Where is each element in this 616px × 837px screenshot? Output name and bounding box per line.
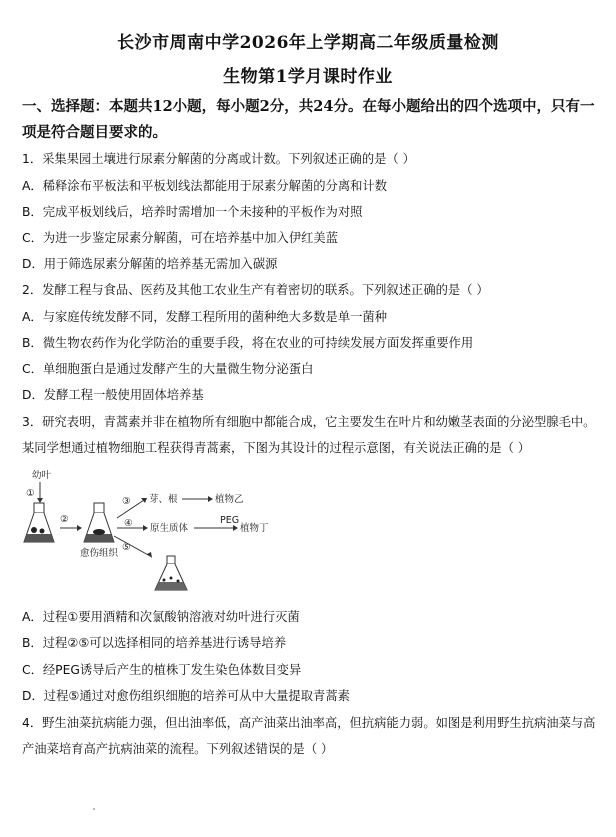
plant-b-label: 植物乙 — [215, 494, 244, 505]
q1-option-c: C．为进一步鉴定尿素分解菌，可在培养基中加入伊红美蓝 — [22, 231, 339, 245]
step1-arrowhead — [37, 498, 43, 503]
flask-1 — [24, 503, 54, 542]
exam-title: 长沙市周南中学2026年上学期高二年级质量检测 — [117, 33, 499, 53]
q2-option-b: B．微生物农药作为化学防治的重要手段，将在农业的可持续发展方面发挥重要作用 — [22, 336, 474, 350]
section-instruction-line1: 一、选择题：本题共12小题，每小题2分，共24分。在每小题给出的四个选项中，只有一 — [22, 98, 595, 115]
q3-option-a: A．过程①要用酒精和次氯酸钠溶液对幼叶进行灭菌 — [22, 610, 300, 624]
step2-arrowhead — [77, 525, 82, 531]
tissue-culture-diagram — [22, 470, 322, 592]
q1-option-a: A．稀释涂布平板法和平板划线法都能用于尿素分解菌的分离和计数 — [22, 179, 388, 193]
step4-arrowhead — [143, 525, 148, 531]
q1-stem: 1．采集果园土壤进行尿素分解菌的分离或计数。下列叙述正确的是（ ） — [22, 152, 415, 166]
protoplast-label: 原生质体 — [150, 523, 189, 534]
q3-option-b: B．过程②⑤可以选择相同的培养基进行诱导培养 — [22, 636, 287, 650]
exam-subtitle: 生物第1学月课时作业 — [223, 67, 393, 87]
peg-label: PEG — [220, 515, 240, 526]
q3-stem-line2: 某同学想通过植物细胞工程获得青蒿素，下图为其设计的过程示意图，有关说法正确的是（ ） — [22, 441, 531, 455]
q3-option-d: D．过程⑤通过对愈伤组织细胞的培养可从中大量提取青蒿素 — [22, 689, 350, 703]
q2-stem: 2．发酵工程与食品、医药及其他工农业生产有着密切的联系。下列叙述正确的是（ ） — [22, 283, 489, 297]
step4-label: ④ — [124, 518, 133, 529]
q2-option-c: C．单细胞蛋白是通过发酵产生的大量微生物分泌蛋白 — [22, 362, 314, 376]
bud-to-plant-arrowhead — [208, 496, 213, 502]
callus-label: 愈伤组织 — [80, 548, 119, 559]
scan-speck — [93, 808, 95, 810]
step1-label: ① — [26, 488, 35, 499]
q1-option-b: B．完成平板划线后，培养时需增加一个未接种的平板作为对照 — [22, 205, 363, 219]
plant-d-label: 植物丁 — [240, 523, 269, 534]
q1-option-d: D．用于筛选尿素分解菌的培养基无需加入碳源 — [22, 257, 278, 271]
q2-option-a: A．与家庭传统发酵不同，发酵工程所用的菌种绝大多数是单一菌种 — [22, 310, 388, 324]
step3-arrowhead — [141, 498, 147, 503]
q4-stem-line1: 4．野生油菜抗病能力强，但出油率低，高产油菜出油率高，但抗病能力弱。如图是利用野生抗病油菜与高 — [22, 716, 596, 730]
q4-stem-line2: 产油菜培育高产抗病油菜的流程。下列叙述错误的是（ ） — [22, 742, 334, 756]
q2-option-d: D．发酵工程一般使用固体培养基 — [22, 388, 204, 402]
q3-option-c: C．经PEG诱导后产生的植株丁发生染色体数目变异 — [22, 663, 302, 677]
flask-2 — [84, 503, 114, 542]
step5-label: ⑤ — [122, 542, 131, 553]
step2-label: ② — [60, 514, 69, 525]
leaf-label: 幼叶 — [32, 470, 52, 481]
q3-stem-line1: 3．研究表明，青蒿素并非在植物所有细胞中都能合成，它主要发生在叶片和幼嫩茎表面的分泌型腺毛中。 — [22, 415, 596, 429]
step3-label: ③ — [122, 496, 131, 507]
step5-arrow — [114, 536, 150, 556]
section-instruction-line2: 项是符合题目要求的。 — [22, 124, 167, 141]
bud-root-label: 芽、根 — [149, 494, 178, 505]
flask-3 — [155, 556, 187, 590]
